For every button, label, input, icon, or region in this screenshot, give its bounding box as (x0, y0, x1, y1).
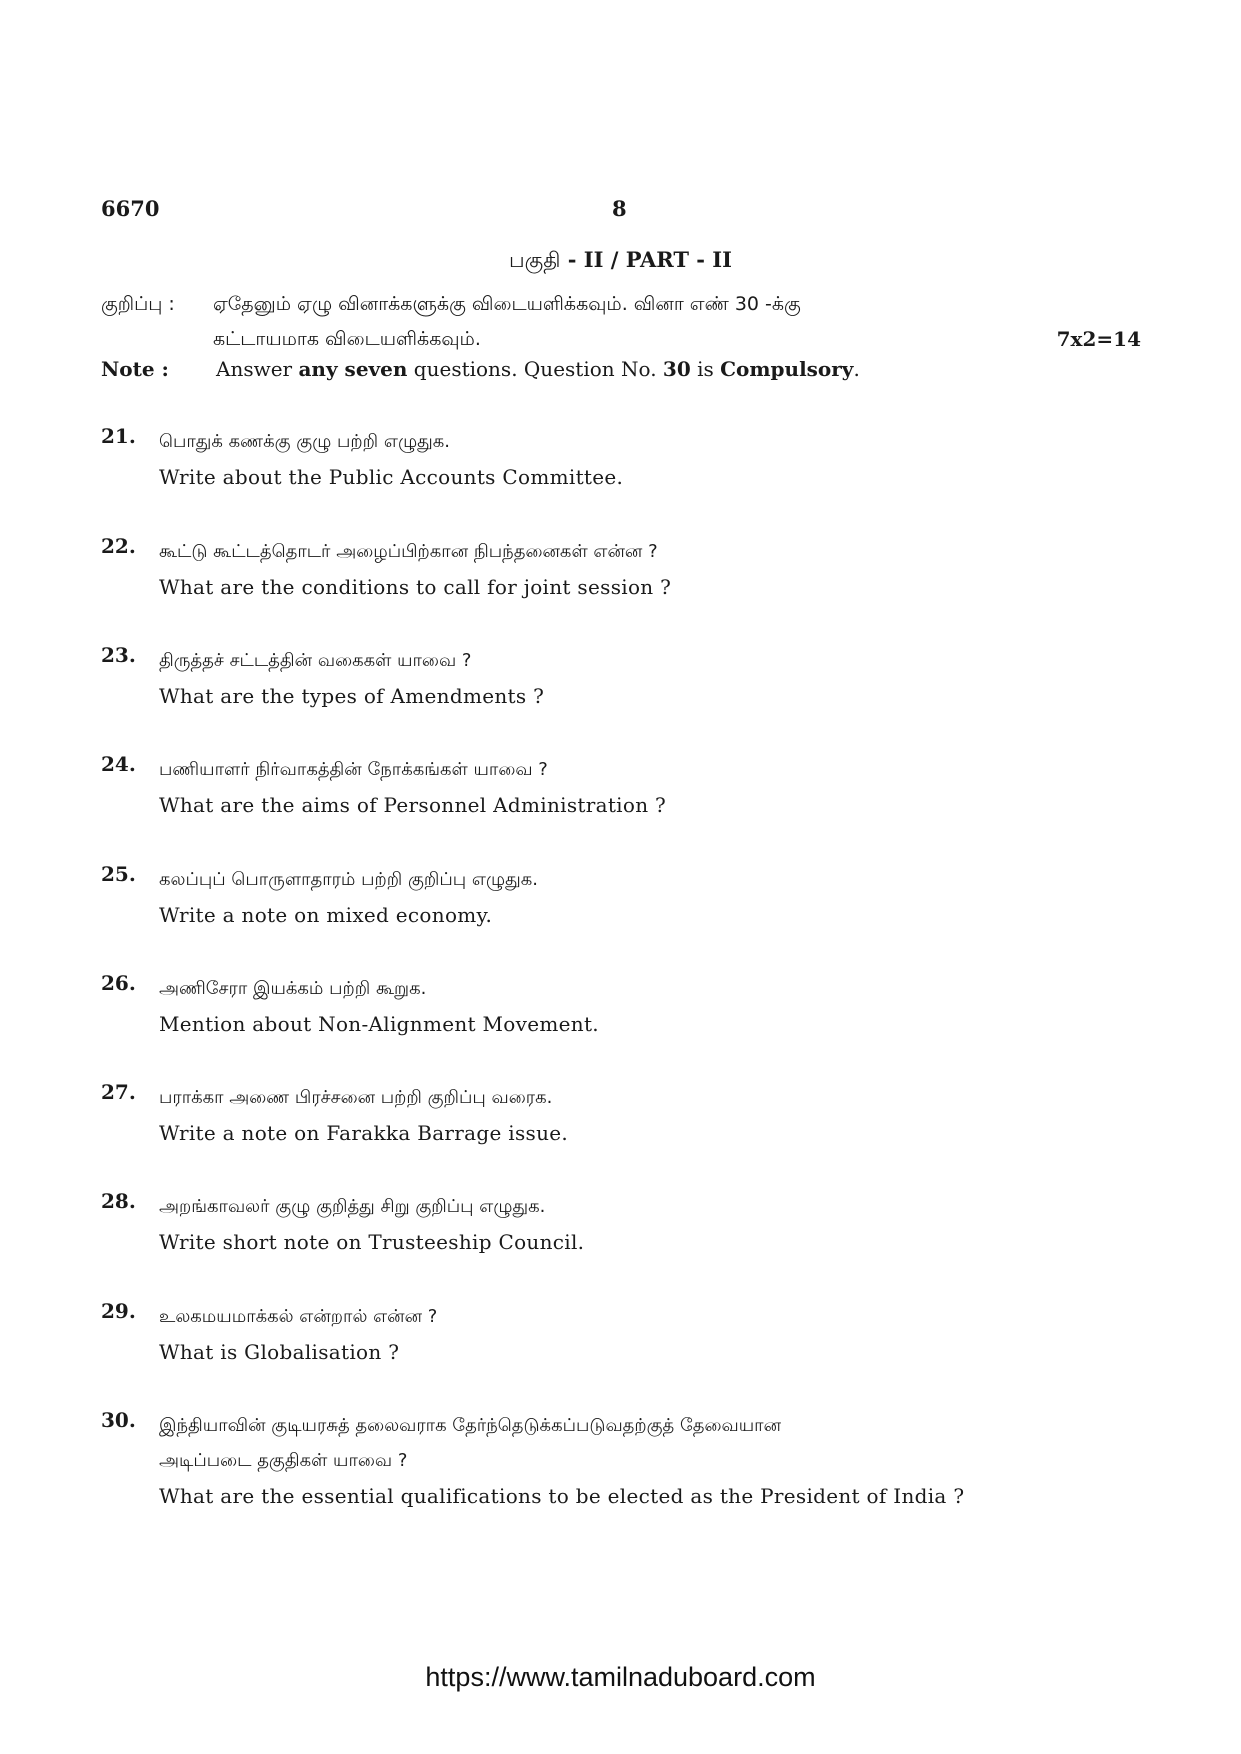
instruction-text-1: ஏதேனும் ஏழு வினாக்களுக்கு விடையளிக்கவும். வினா எண் 30 -க்கு (213, 293, 801, 315)
question-tamil-continued: அடிப்படை தகுதிகள் யாவை ? (159, 1450, 408, 1471)
marks-allocation: 7x2=14 (1056, 327, 1141, 351)
question-21 (101, 424, 1141, 495)
question-english: Mention about Non-Alignment Movement. (159, 1012, 599, 1036)
question-english: Write a note on Farakka Barrage issue. (159, 1121, 569, 1145)
question-tamil: பராக்கா அணை பிரச்சனை பற்றி குறிப்பு வரைக. (159, 1087, 553, 1108)
question-tamil: அணிசேரா இயக்கம் பற்றி கூறுக. (159, 978, 427, 999)
question-30 (101, 1408, 1141, 1514)
question-number: 22. (101, 534, 136, 558)
instruction-line-1 (101, 287, 1141, 322)
part-title-tamil: பகுதி (509, 248, 561, 272)
question-english: What are the essential qualifications to be elected as the President of India ? (159, 1484, 965, 1508)
question-number: 28. (101, 1189, 136, 1213)
question-tamil: கூட்டு கூட்டத்தொடர் அழைப்பிற்கான நிபந்தனைகள் என்ன ? (159, 541, 658, 562)
question-22 (101, 534, 1141, 605)
question-number: 25. (101, 862, 136, 886)
note-bold-any-seven: any seven (298, 357, 408, 381)
question-english: What is Globalisation ? (159, 1340, 400, 1364)
question-25 (101, 862, 1141, 933)
question-26 (101, 971, 1141, 1042)
page-number: 8 (612, 196, 627, 221)
note-english (101, 357, 860, 381)
question-number: 24. (101, 752, 136, 776)
question-29 (101, 1299, 1141, 1370)
question-tamil: அறங்காவலர் குழு குறித்து சிறு குறிப்பு எழுதுக. (159, 1196, 546, 1217)
question-number: 26. (101, 971, 136, 995)
question-23 (101, 643, 1141, 714)
question-english: Write a note on mixed economy. (159, 903, 493, 927)
question-tamil: பணியாளர் நிர்வாகத்தின் நோக்கங்கள் யாவை ? (159, 759, 548, 780)
part-title-english: PART - II (625, 247, 732, 272)
question-tamil: உலகமயமாக்கல் என்றால் என்ன ? (159, 1306, 438, 1327)
question-number: 21. (101, 424, 136, 448)
question-27 (101, 1080, 1141, 1151)
question-tamil: பொதுக் கணக்கு குழு பற்றி எழுதுக. (159, 431, 451, 452)
question-english: Write short note on Trusteeship Council. (159, 1230, 585, 1254)
source-url-footer: https://www.tamilnaduboard.com (425, 1662, 816, 1692)
question-tamil: திருத்தச் சட்டத்தின் வகைகள் யாவை ? (159, 650, 472, 671)
question-28 (101, 1189, 1141, 1260)
question-english: Write about the Public Accounts Committee. (159, 465, 624, 489)
question-24 (101, 752, 1141, 823)
question-tamil: கலப்புப் பொருளாதாரம் பற்றி குறிப்பு எழுதுக. (159, 869, 538, 890)
question-number: 30. (101, 1408, 136, 1432)
instruction-label: குறிப்பு : (101, 293, 175, 315)
note-label: Note : (101, 357, 169, 381)
note-text-c: is (690, 357, 721, 381)
part-title-sep: - II / (560, 247, 626, 272)
part-title (0, 247, 1241, 275)
note-bold-compulsory: Compulsory (720, 357, 854, 381)
question-number: 29. (101, 1299, 136, 1323)
note-text-b: questions. Question No. (407, 357, 663, 381)
instruction-line-2 (101, 322, 1141, 357)
note-text-d: . (853, 357, 860, 381)
paper-code: 6670 (101, 196, 160, 221)
question-english: What are the conditions to call for joint session ? (159, 575, 672, 599)
question-number: 23. (101, 643, 136, 667)
question-tamil: இந்தியாவின் குடியரசுத் தலைவராக தேர்ந்தெடுக்கப்படுவதற்குத் தேவையான (159, 1415, 782, 1436)
note-bold-number: 30 (662, 357, 691, 381)
question-number: 27. (101, 1080, 136, 1104)
note-text-a: Answer (216, 357, 299, 381)
question-english: What are the aims of Personnel Administration ? (159, 793, 667, 817)
instruction-text-2: கட்டாயமாக விடையளிக்கவும். (213, 328, 481, 350)
instruction-tamil (101, 287, 1141, 357)
question-english: What are the types of Amendments ? (159, 684, 545, 708)
